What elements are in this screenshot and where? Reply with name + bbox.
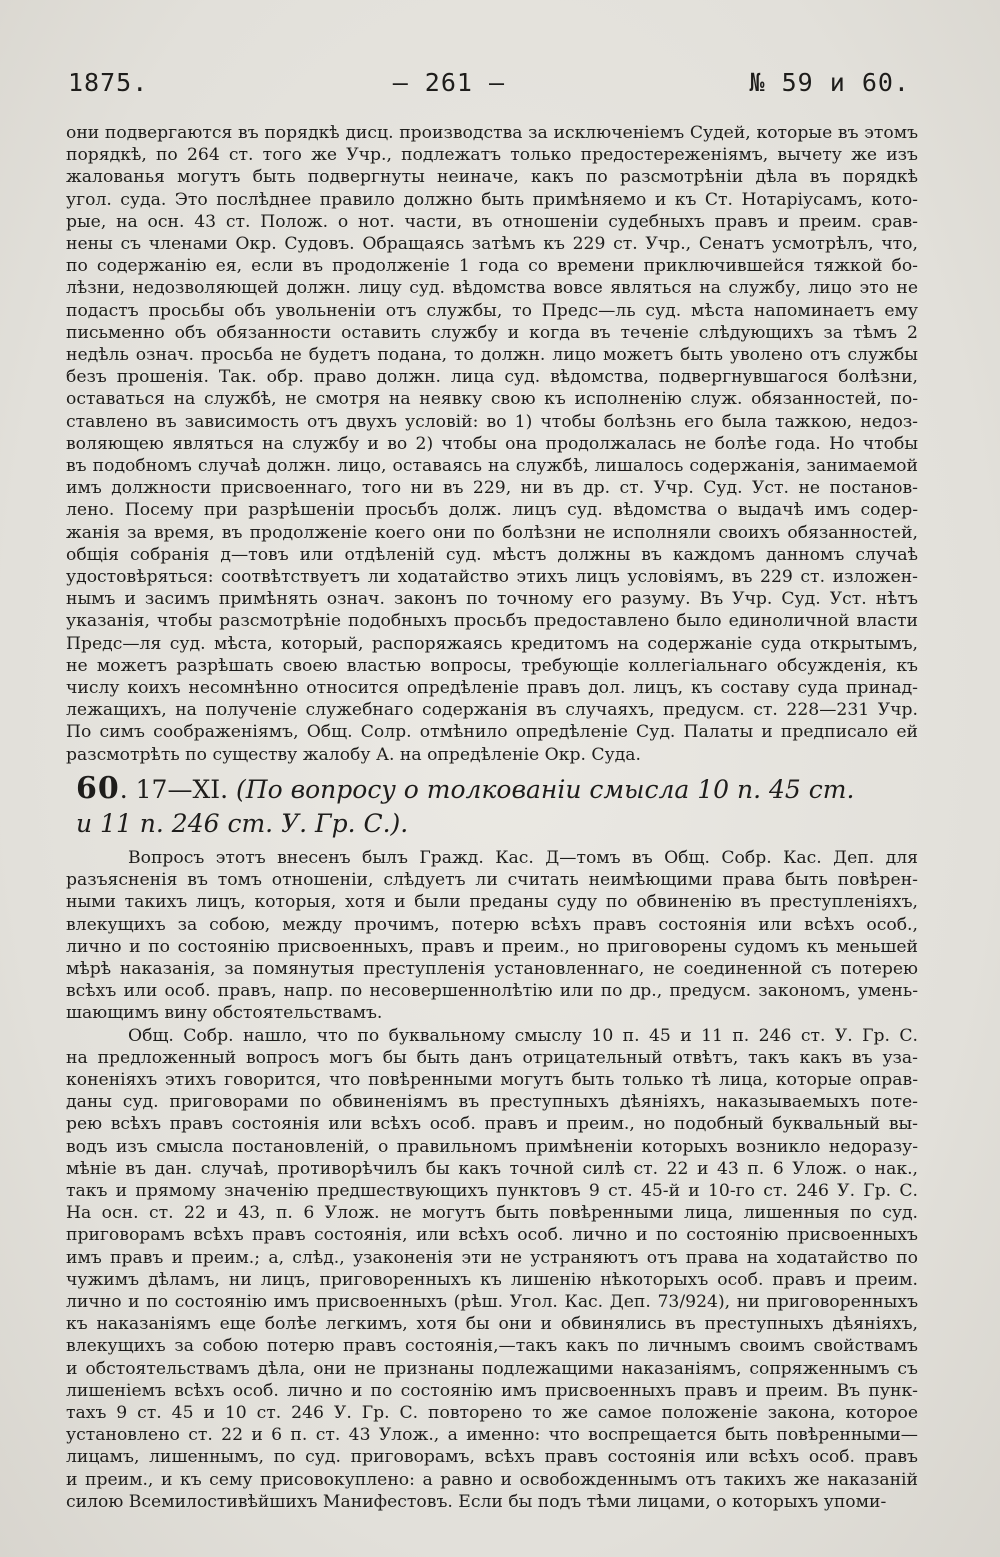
paragraph1-line: указанія, чтобы разсмотрѣніе подобныхъ просьбъ предоставлено было единоличной власти [66,611,918,632]
paragraph-continuation [66,122,918,766]
paragraph3-line: установлено ст. 22 и 6 п. ст. 43 Улож., а именно: что воспрещается быть повѣренными— [66,1425,918,1446]
paragraph3-line: Общ. Собр. нашло, что по буквальному смыслу 10 п. 45 и 11 п. 246 ст. У. Гр. С. [128,1025,918,1046]
paragraph2-line: шающимъ вину обстоятельствамъ. [66,1003,383,1024]
paragraph1-line: имъ должности присвоеннаго, того ни въ 229, ни въ др. ст. Учр. Суд. Уст. не постанов- [66,478,918,499]
paragraph3-line: силою Всемилостивѣйшихъ Манифестовъ. Если бы подъ тѣми лицами, о которыхъ упоми- [66,1491,887,1512]
section-title-line2: и 11 п. 246 ст. У. Гр. С.). [76,809,409,838]
paragraph2-line: ными такихъ лицъ, которыя, хотя и были преданы суду по обвиненію въ преступленіяхъ, [66,892,918,913]
section-date: . 17—XI. [119,775,229,804]
page-header [68,68,910,97]
paragraph1-line: жалованья могутъ быть подвергнуты неиначе, какъ по разсмотрѣніи дѣла въ порядкѣ [66,167,918,188]
paragraph2-line: мѣрѣ наказанія, за помянутыя преступленія установленнаго, не соединенной съ потерею [66,959,918,980]
paragraph1-line: лено. Посему при разрѣшеніи просьбъ долж. лицъ суд. вѣдомства о выдачѣ имъ содер- [66,500,918,521]
paragraph1-line: оставаться на службѣ, не смотря на неявку свою къ исполненію служ. обязанностей, по- [66,389,918,410]
paragraph3-line: тахъ 9 ст. 45 и 10 ст. 246 У. Гр. С. повторено то же самое положеніе закона, которое [66,1403,918,1424]
paragraph3-line: лично и по состоянію имъ присвоенныхъ (рѣш. Угол. Кас. Деп. 73/924), ни приговоренныхъ [66,1292,918,1313]
paragraph1-line: удостовѣряться: соотвѣтствуетъ ли ходатайство этихъ лицъ условіямъ, въ 229 ст. изложен- [66,567,918,588]
paragraph1-line: воляющею являться на службу и во 2) чтобы она продолжалась не болѣе года. Но чтобы [66,433,918,454]
paragraph1-line: безъ прошенія. Так. обр. право должн. лица суд. вѣдомства, подвергнувшагося болѣзни, [66,367,918,388]
paragraph3-line: такъ и прямому значенію предшествующихъ пунктовъ 9 ст. 45-й и 10-го ст. 246 У. Гр. С. [66,1181,918,1202]
paragraph3-line: приговорамъ всѣхъ правъ состоянія, или всѣхъ особ. лично и по состоянію присвоенныхъ [66,1225,918,1246]
paragraph1-line: рые, на осн. 43 ст. Полож. о нот. части, въ отношеніи судебныхъ правъ и преим. срав- [66,211,918,232]
paragraph3-line: лишеніемъ всѣхъ особ. лично и по состоянію имъ присвоенныхъ правъ и преим. Въ пунк- [66,1380,918,1401]
paragraph1-line: жанія за время, въ продолженіе коего они по болѣзни не исполняли своихъ обязанностей, [66,522,918,543]
paragraph1-line: письменно объ обязанности оставить службу и когда въ теченіе слѣдующихъ за тѣмъ 2 [66,322,918,343]
paragraph1-line: нены съ членами Окр. Судовъ. Обращаясь затѣмъ къ 229 ст. Учр., Сенатъ усмотрѣлъ, что, [66,234,918,255]
section-number: 60 [76,771,120,806]
paragraph3-line: къ наказаніямъ еще болѣе легкимъ, хотя бы они и обвинялись въ преступныхъ дѣяніяхъ, [66,1314,918,1335]
paragraph3-line: коненіяхъ этихъ говорится, что повѣренными могутъ быть только тѣ лица, которые оправ- [66,1070,918,1091]
section-body [66,847,918,1513]
paragraph1-line: По симъ соображеніямъ, Общ. Солр. отмѣнило опредѣленіе Суд. Палаты и предписало ей [66,722,918,743]
paragraph3-line: чужимъ дѣламъ, ни лицъ, приговоренныхъ къ лишенію нѣкоторыхъ особ. правъ и преим. [66,1269,918,1290]
header-page-number: — 261 — [392,68,506,97]
paragraph3-line: водъ изъ смысла постановленій, о правильномъ примѣненіи которыхъ возникло недоразу- [66,1136,918,1157]
paragraph2-line: Вопросъ этотъ внесенъ былъ Гражд. Кас. Д—томъ въ Общ. Собр. Кас. Деп. для [128,848,918,868]
paragraph1-line: общія собранія д—товъ или отдѣленій суд. мѣстъ должны въ каждомъ данномъ случаѣ [66,544,918,565]
paragraph3-line: даны суд. приговорами по обвиненіямъ въ преступныхъ дѣяніяхъ, наказываемыхъ поте- [66,1092,918,1113]
header-year: 1875. [68,68,149,97]
paragraph3-line: рею всѣхъ правъ состоянія или всѣхъ особ. правъ и преим., но подобный буквальный вы- [66,1114,918,1135]
section-heading [76,772,936,841]
paragraph3-line: имъ правъ и преим.; а, слѣд., узаконенія эти не устраняютъ отъ права на ходатайство по [66,1247,918,1268]
paragraph1-line: въ подобномъ случаѣ должн. лицо, оставаясь на службѣ, лишалось содержанія, занимаемой [66,456,918,477]
paragraph3-line: На осн. ст. 22 и 43, п. 6 Улож. не могутъ быть повѣренными лица, лишенныя по суд. [66,1203,918,1224]
paragraph1-line: числу коихъ несомнѣнно относится опредѣленіе правъ дол. лицъ, къ составу суда принад- [66,678,918,699]
paragraph1-line: лѣзни, недозволяющей должн. лицу суд. вѣдомства вовсе являться на службу, лицо это не [66,278,918,299]
paragraph3-line: и обстоятельствамъ дѣла, они не признаны подлежащими наказаніямъ, сопряженнымъ съ [66,1358,918,1379]
paragraph1-line: Предс—ля суд. мѣста, который, распоряжаясь кредитомъ на содержаніе суда открытымъ, [66,633,918,654]
paragraph1-line: порядкѣ, по 264 ст. того же Учр., подлежатъ только предостереженіямъ, вычету же изъ [66,145,918,166]
paragraph2-line: лично и по состоянію присвоенныхъ, правъ и преим., но приговорены судомъ къ меньшей [66,936,918,957]
paragraph1-line: подастъ просьбы объ увольненіи отъ службы, то Предс—ль суд. мѣста напоминаетъ ему [66,300,918,321]
paragraph3-line: на предложенный вопросъ могъ бы быть данъ отрицательный отвѣтъ, такъ какъ въ уза- [66,1047,918,1068]
paragraph1-line: недѣль означ. просьба не будетъ подана, то должн. лицо можетъ быть уволено отъ службы [66,345,918,366]
section-title-line1: (По вопросу о толкованіи смысла 10 п. 45 ст. [236,775,855,804]
paragraph1-line: лежащихъ, на полученіе служебнаго содержанія въ случаяхъ, предусм. ст. 228—231 Учр. [66,700,918,721]
header-issue: № 59 и 60. [749,68,910,97]
paragraph1-line: разсмотрѣть по существу жалобу А. на опредѣленіе Окр. Суда. [66,744,641,765]
paragraph2-line: всѣхъ или особ. правъ, напр. по несовершеннолѣтію или по др., предусм. закономъ, умень- [66,981,918,1002]
paragraph1-line: угол. суда. Это послѣднее правило должно быть примѣняемо и къ Ст. Нотаріусамъ, кото- [66,189,918,210]
paragraph3-line: мѣніе въ дан. случаѣ, противорѣчилъ бы какъ точной силѣ ст. 22 и 43 п. 6 Улож. о нак., [66,1158,918,1179]
paragraph3-line: влекущихъ за собою потерю правъ состоянія,—такъ какъ по личнымъ своимъ свойствамъ [66,1336,918,1357]
paragraph1-line: по содержанію ея, если въ продолженіе 1 года со времени приключившейся тяжкой бо- [66,256,918,277]
paragraph1-line: они подвергаются въ порядкѣ дисц. производства за исключеніемъ Судей, которые въ этомъ [66,123,918,143]
paragraph2-line: разъясненія въ томъ отношеніи, слѣдуетъ ли считать неимѣющими права быть повѣрен- [66,870,918,891]
paragraph2-line: влекущихъ за собою, между прочимъ, потерю всѣхъ правъ состоянія или всѣхъ особ., [66,914,918,935]
paragraph3-line: лицамъ, лишеннымъ, по суд. приговорамъ, всѣхъ правъ состоянія или всѣхъ особ. правъ [66,1447,918,1468]
paragraph3-line: и преим., и къ сему присовокуплено: а равно и освобожденнымъ отъ такихъ же наказаній [66,1469,918,1490]
paragraph1-line: ставлено въ зависимость отъ двухъ условій: во 1) чтобы болѣзнь его была тажкою, недоз- [66,411,918,432]
paragraph1-line: не можетъ разрѣшать своею властью вопросы, требующіе коллегіальнаго обсужденія, къ [66,655,918,676]
paragraph1-line: нымъ и засимъ примѣнять означ. законъ по точному его разуму. Въ Учр. Суд. Уст. нѣтъ [66,589,918,610]
